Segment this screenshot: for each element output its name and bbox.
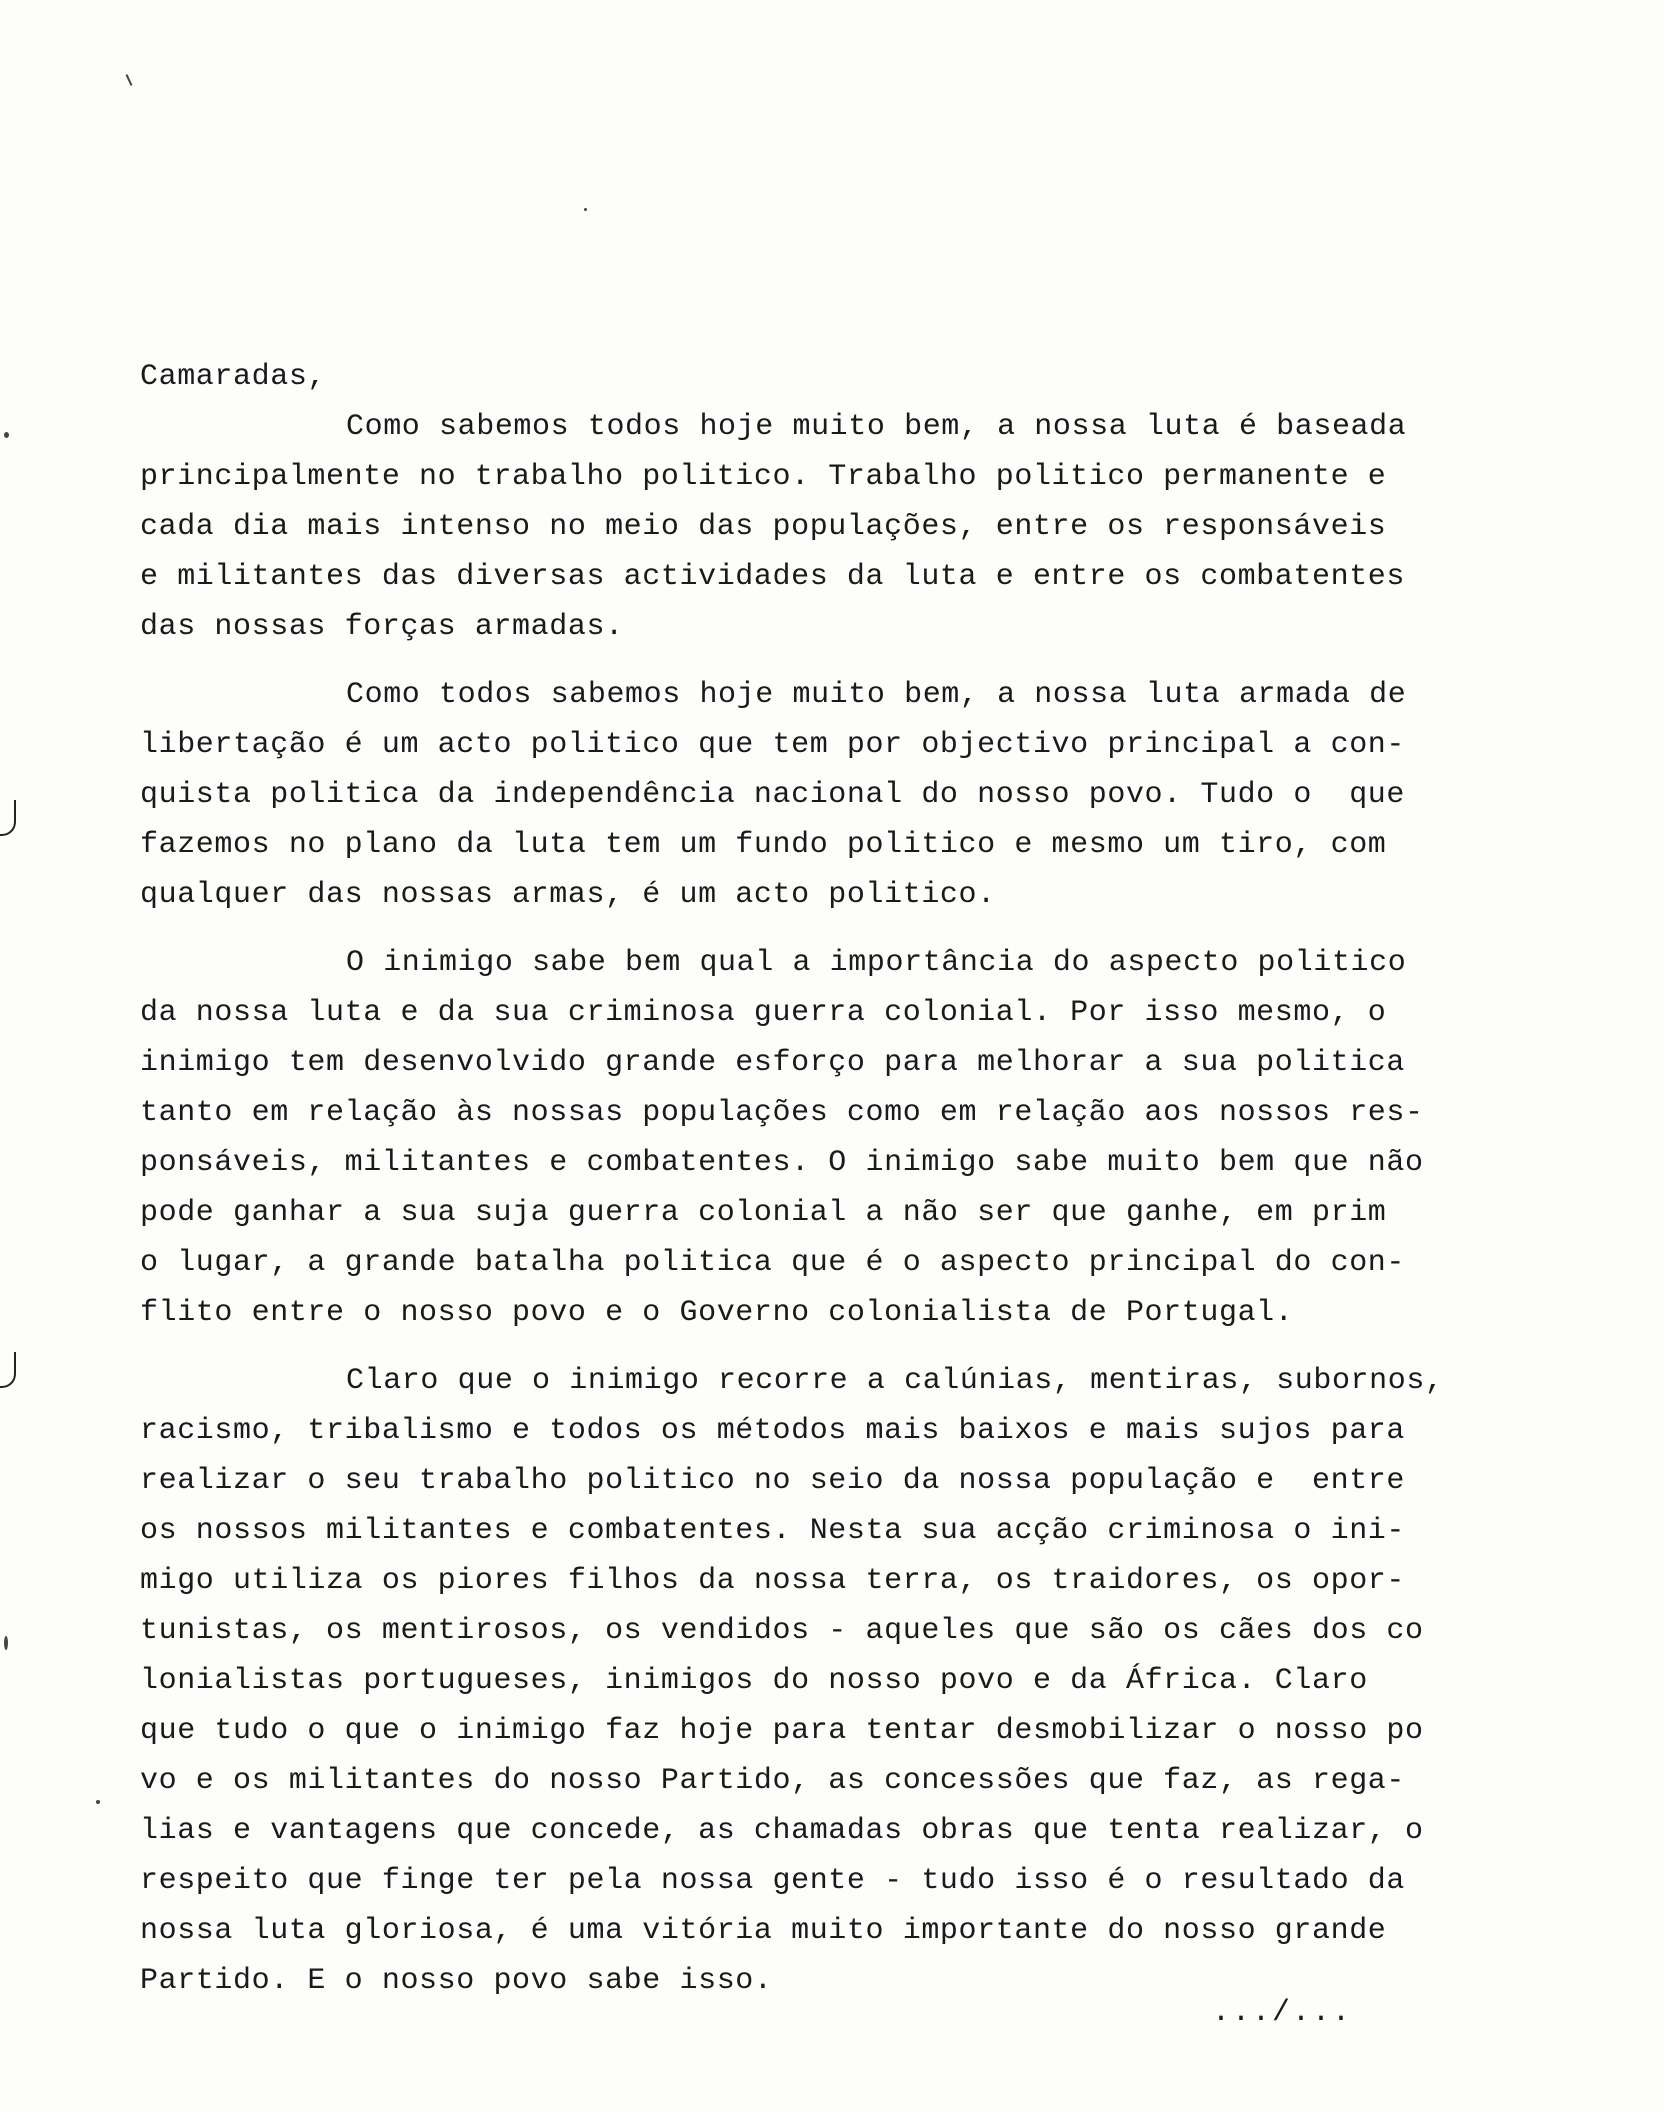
text-line: o lugar, a grande batalha politica que é o aspecto principal do con- — [140, 1246, 1405, 1280]
salutation: Camaradas, — [140, 360, 327, 394]
continuation-marker: .../... — [1212, 1996, 1353, 2030]
text-line: lias e vantagens que concede, as chamadas obras que tenta realizar, o — [140, 1814, 1424, 1848]
text-line: libertação é um acto politico que tem por objectivo principal a con- — [140, 728, 1405, 762]
punch-hole-mark — [0, 1352, 16, 1388]
text-line: racismo, tribalismo e todos os métodos mais baixos e mais sujos para — [140, 1414, 1405, 1448]
ink-speck — [126, 74, 133, 86]
text-line: migo utiliza os piores filhos da nossa terra, os traidores, os opor- — [140, 1564, 1405, 1598]
text-line: lonialistas portugueses, inimigos do nosso povo e da África. Claro — [140, 1664, 1368, 1698]
text-line: inimigo tem desenvolvido grande esforço para melhorar a sua politica — [140, 1046, 1405, 1080]
ink-speck — [4, 432, 9, 438]
text-line: tanto em relação às nossas populações como em relação aos nossos res- — [140, 1096, 1424, 1130]
text-line: vo e os militantes do nosso Partido, as concessões que faz, as rega- — [140, 1764, 1405, 1798]
text-line: tunistas, os mentirosos, os vendidos - aqueles que são os cães dos co — [140, 1614, 1424, 1648]
text-line: Partido. E o nosso povo sabe isso. — [140, 1964, 773, 1998]
text-line: nossa luta gloriosa, é uma vitória muito importante do nosso grande — [140, 1914, 1387, 1948]
text-line: das nossas forças armadas. — [140, 610, 624, 644]
punch-hole-mark — [0, 800, 16, 836]
text-line: respeito que finge ter pela nossa gente - tudo isso é o resultado da — [140, 1864, 1405, 1898]
text-line: os nossos militantes e combatentes. Nesta sua acção criminosa o ini- — [140, 1514, 1405, 1548]
text-line: qualquer das nossas armas, é um acto politico. — [140, 878, 996, 912]
ink-speck — [4, 1636, 8, 1650]
text-line: da nossa luta e da sua criminosa guerra colonial. Por isso mesmo, o — [140, 996, 1387, 1030]
text-line: Como todos sabemos hoje muito bem, a nossa luta armada de — [346, 678, 1407, 712]
text-line: fazemos no plano da luta tem um fundo politico e mesmo um tiro, com — [140, 828, 1387, 862]
text-line: cada dia mais intenso no meio das populações, entre os responsáveis — [140, 510, 1387, 544]
text-line: flito entre o nosso povo e o Governo colonialista de Portugal. — [140, 1296, 1294, 1330]
ink-speck — [584, 208, 587, 211]
text-line: O inimigo sabe bem qual a importância do aspecto politico — [346, 946, 1407, 980]
text-line: realizar o seu trabalho politico no seio da nossa população e entre — [140, 1464, 1405, 1498]
paragraph-3 — [140, 938, 1540, 1338]
text-line: quista politica da independência nacional do nosso povo. Tudo o que — [140, 778, 1405, 812]
text-line: ponsáveis, militantes e combatentes. O inimigo sabe muito bem que não — [140, 1146, 1424, 1180]
paragraph-2 — [140, 670, 1540, 920]
text-line: Como sabemos todos hoje muito bem, a nossa luta é baseada — [346, 410, 1407, 444]
text-line: e militantes das diversas actividades da luta e entre os combatentes — [140, 560, 1405, 594]
text-line: Claro que o inimigo recorre a calúnias, mentiras, subornos, — [346, 1364, 1444, 1398]
text-line: principalmente no trabalho politico. Trabalho politico permanente e — [140, 460, 1387, 494]
paragraph-4 — [140, 1356, 1540, 2006]
ink-speck — [96, 1800, 100, 1804]
paragraph-1 — [140, 402, 1540, 652]
text-line: pode ganhar a sua suja guerra colonial a não ser que ganhe, em prim — [140, 1196, 1387, 1230]
text-line: que tudo o que o inimigo faz hoje para tentar desmobilizar o nosso po — [140, 1714, 1424, 1748]
letter-body — [140, 352, 1540, 2024]
